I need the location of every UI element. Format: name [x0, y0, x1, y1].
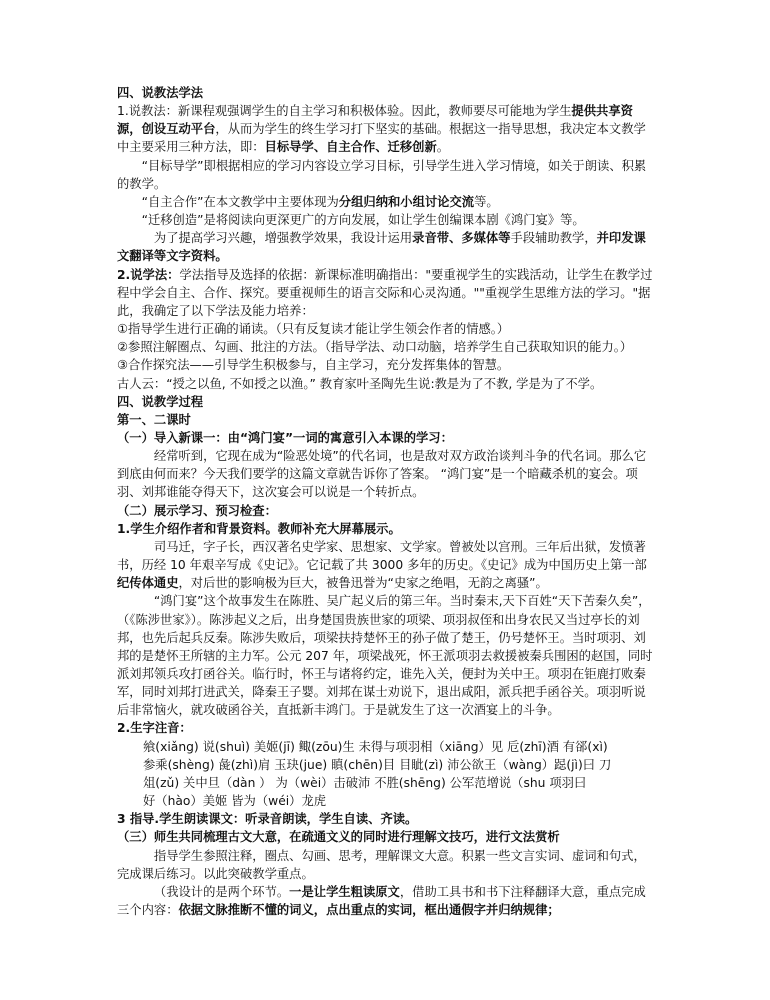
text: ，对后世的影响极为巨大，被鲁迅誉为“史家之绝唱，无韵之离骚”。 — [178, 576, 548, 591]
text-bold: 录音带、多媒体等 — [412, 231, 511, 246]
list-item-1: ①指导学生进行正确的诵读。（只有反复读才能让学生领会作者的情感。） — [117, 322, 510, 337]
para-quote: 古人云：“授之以鱼, 不如授之以渔。” 教育家叶圣陶先生说:教是为了不教, 学是为了不学。 — [117, 376, 603, 391]
para-guide: 指导学生参照注释，圈点、勾画、思考，理解课文大意。积累一些文言实词、虚词和句式，完成课后练习。以此突破教学重点。 — [117, 848, 646, 881]
para-design — [117, 883, 657, 919]
para-learning-method — [117, 266, 657, 320]
heading-display: （二）展示学习、预习检查： — [117, 503, 277, 518]
text: ，借助工具书和书下注释翻译大意，重点完成三个内容： — [117, 884, 646, 918]
text: 等。 — [474, 194, 499, 209]
text: “迁移创造”是将阅读向更深更广的方向发展，如让学生创编课本剧《鸿门宴》等。 — [141, 213, 585, 228]
text-bold: 提供共享资源，创设互动平台 — [117, 104, 633, 137]
para-cooperation — [117, 193, 657, 211]
pinyin-line-2: 参乘(shèng) 彘(zhì)肩 玉玦(jue) 瞋(chēn)目 目眦(zì) 沛公欲王（wàng）跽(jì)曰 刀 — [143, 757, 612, 772]
para-background: “鸿门宴”这个故事发生在陈胜、吴广起义后的第三年。当时秦末,天下百姓“天下苦秦久矣”，（《陈涉世家》）。陈涉起义之后，出身楚国贵族世家的项梁、项羽叔侄和出身农民又当过亭长的刘邦，也先后起兵反秦。陈涉失败后，项梁扶持楚怀王的孙子做了楚王，仍号楚怀王。当时项羽、刘邦的是楚怀王所辖的主力军。公元 207 年，项梁战死，怀王派项羽去救援被秦兵围困的赵国，同时派刘邦领兵攻打函谷关。临行时，怀王与诸将约定，谁先入关，便封为关中王。项羽在钜鹿打败秦军，同时刘邦打进武关，降秦王子婴。刘邦在谋士劝说下，退出咸阳，派兵把手函谷关。项羽听说后非常恼火，就攻破函谷关，直抵新丰鸿门。于是就发生了这一次酒宴上的斗争。 — [117, 594, 653, 718]
para-teaching-method — [117, 102, 657, 156]
pinyin-line-3: 俎(zǔ) 关中旦（dàn ） 为（wèi）击破沛 不胜(shēng) 公军范增说（shu 项羽曰 — [143, 775, 587, 790]
text: “自主合作”在本文教学中主要体现为 — [141, 194, 339, 209]
text-bold: 一是让学生粗读原文 — [289, 884, 400, 899]
text: 手段辅助教学， — [510, 231, 597, 246]
heading-lesson: 第一、二课时 — [117, 412, 191, 427]
text-bold: 并印发课文翻译等文字资料。 — [117, 231, 646, 264]
list-item-3: ③合作探究法——引导学生积极参与，自主学习，充分发挥集体的智慧。 — [117, 358, 510, 373]
text: 为了提高学习兴趣，增强教学效果，我设计运用 — [153, 231, 413, 246]
text: “目标导学”即根据相应的学习内容设立学习目标，引导学生进入学习情境，如关于朗读、积累的教学。 — [117, 158, 647, 191]
heading-methods: 四、说教法学法 — [117, 86, 204, 100]
pinyin-line-4: 好（hào）美姬 皆为（wéi）龙虎 — [143, 794, 327, 809]
para-goal-guidance — [117, 157, 657, 193]
para-intro: 经常听到，它现在成为“险恶处境”的代名词，也是敌对双方政治谈判斗争的代名词。那么它到底由何而来？今天我们要学的这篇文章就告诉你了答案。 “鸿门宴”是一个暗藏杀机的宴会。项羽、刘邦谁能夺得天下，这次宴会可以说是一个转折点。 — [117, 449, 647, 500]
text-bold: 纪传体通史 — [117, 576, 179, 591]
text: 司马迁，字子长，西汉著名史学家、思想家、文学家。曾被处以宫刑。三年后出狱，发愤著书，历经 10 年艰辛写成《史记》。它记载了共 3000 多年的历史。《史记》成为中国历史上第一部 — [117, 539, 647, 573]
list-item-2: ②参照注解圈点、勾画、批注的方法。（指导学法、动口动脑，培养学生自己获取知识的能力。） — [117, 340, 633, 355]
heading-process: 四、说教学过程 — [117, 394, 204, 409]
heading-reading: 3 指导.学生朗读课文：听录音朗读，学生自读、齐读。 — [117, 812, 418, 827]
text: 学法指导及选择的依据：新课标准明确指出："要重视学生的实践活动，让学生在教学过程中学会自主、合作、探究。要重视师生的语言交际和心灵沟通。""重视学生思维方法的学习。"据此，我确定了以下学法及能力培养： — [117, 267, 653, 318]
text: ，从而为学生的终生学习打下坚实的基础。根据这一指导思想，我决定本文教学中主要采用三种方法，即： — [117, 122, 646, 155]
text-bold: 依据文脉推断不懂的词义，点出重点的实词，框出通假字并归纳规律； — [178, 903, 560, 918]
text-bold: 2.说学法： — [117, 267, 180, 282]
para-author — [117, 538, 657, 592]
text-bold: 目标导学、自主合作、迁移创新 — [264, 140, 437, 155]
pinyin-line-1: 飨(xiǎng) 说(shuì) 美姬(jī) 鲰(zōu)生 未得与项羽相（xiāng）见 卮(zhī)酒 有郤(xì) — [143, 739, 608, 754]
text: 1.说教法：新课程观强调学生的自主学习和积极体验。因此，教师要尽可能地为学生 — [117, 104, 572, 119]
heading-author: 1.学生介绍作者和背景资料。教师补充大屏幕展示。 — [117, 521, 401, 536]
para-transfer — [117, 211, 657, 229]
para-interest — [117, 229, 657, 265]
heading-analysis: （三）师生共同梳理古文大意，在疏通文义的同时进行理解文技巧，进行文法赏析 — [117, 830, 560, 845]
text: 。 — [436, 140, 450, 155]
document-page — [117, 84, 657, 919]
text: （我设计的是两个环节。 — [153, 884, 290, 899]
heading-pinyin: 2.生字注音： — [117, 721, 192, 736]
heading-intro: （一）导入新课一：由“鸿门宴”一词的寓意引入本课的学习： — [117, 430, 453, 445]
text-bold: 分组归纳和小组讨论交流 — [338, 194, 475, 209]
